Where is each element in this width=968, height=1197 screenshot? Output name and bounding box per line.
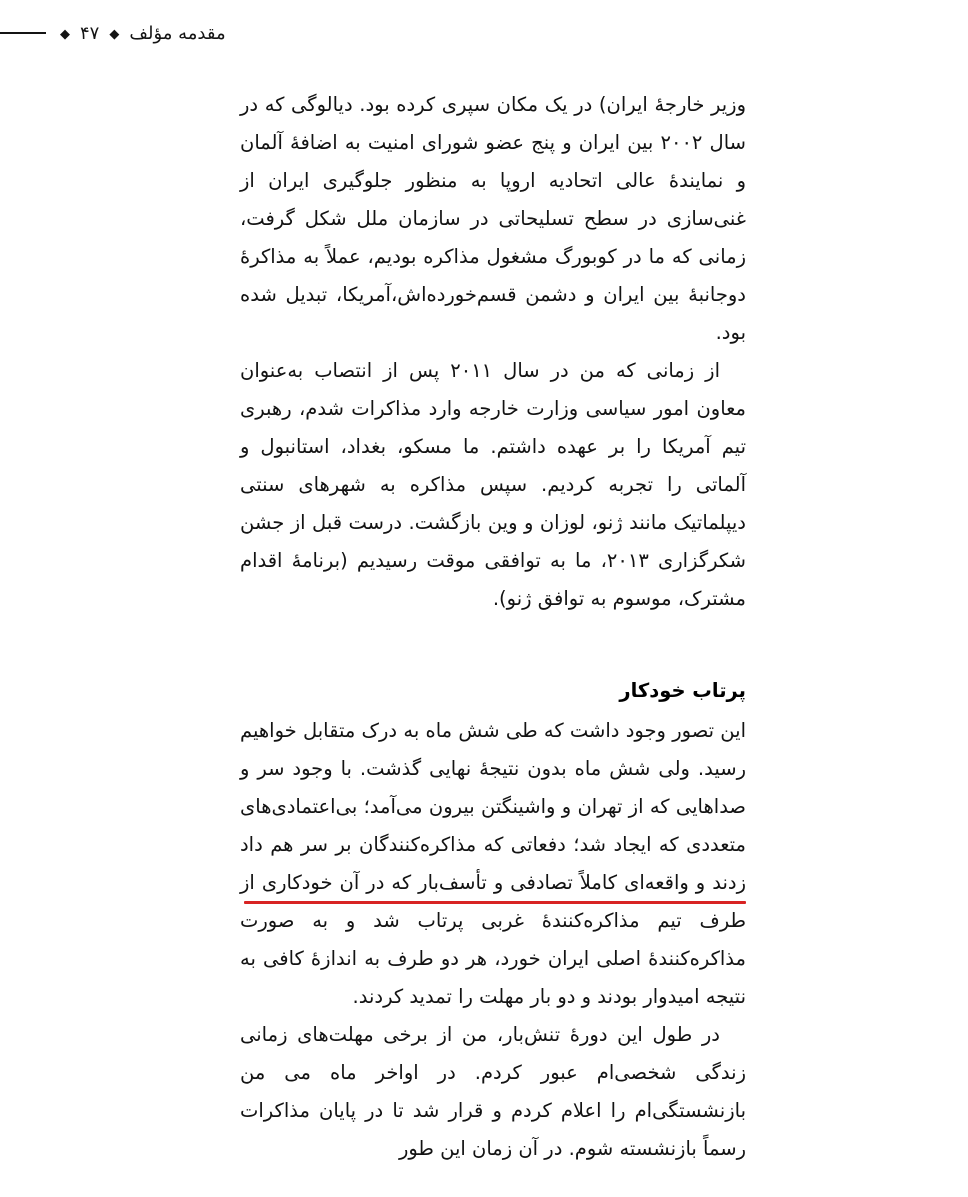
paragraph-4: در طول این دورۀ تنش‌بار، من از برخی مهلت‌های زمانی زندگی شخصی‌ام عبور کردم. در اواخر ماه می من بازنشستگی‌ام را اعلام کردم و قرار شد تا در پایان مذاکرات رسماً بازنشسته شوم. در آن زمان این طور (240, 1023, 746, 1160)
red-underline-annotation (244, 901, 746, 904)
paragraph-3: این تصور وجود داشت که طی شش ماه به درک متقابل خواهیم رسید. ولی شش ماه بدون نتیجۀ نهایی گذشت. با وجود سر و صداهایی که از تهران و واشینگتن بیرون می‌آمد؛ بی‌اعتمادی‌های متعددی که ایجاد شد؛ دفعاتی که مذاکره‌کنندگان بر سر هم داد زدند و واقعه‌ای کاملاً تصادفی و تأسف‌بار که در آن خودکاری از طرف تیم مذاکره‌کنندۀ غربی پرتاب شد و به صورت مذاکره‌کنندۀ اصلی ایران خورد، هر دو طرف به اندازۀ کافی به نتیجه امیدوار بودند و دو بار مهلت را تمدید کردند. (240, 719, 746, 1008)
running-header-title: مقدمه مؤلف (129, 22, 226, 44)
diamond-ornament-icon: ◆ (109, 26, 120, 42)
paragraph-1: وزیر خارجۀ ایران) در یک مکان سپری کرده بود. دیالوگی که در سال ۲۰۰۲ بین ایران و پنج عضو شورای امنیت به اضافۀ آلمان و نمایندۀ عالی اتحادیه اروپا به منظور جلوگیری ایران از غنی‌سازی در سطح تسلیحاتی در سازمان ملل شکل گرفت، زمانی که ما در کوبورگ مشغول مذاکره بودیم، عملاً به مذاکرۀ دوجانبۀ بین ایران و دشمن قسم‌خورده‌اش،آمریکا، تبدیل شده بود. (240, 93, 746, 344)
paragraph-2: از زمانی که من در سال ۲۰۱۱ پس از انتصاب به‌عنوان معاون امور سیاسی وزارت خارجه وارد مذاکرات شدم، رهبری تیم آمریکا را بر عهده داشتم. ما مسکو، بغداد، استانبول و آلماتی را تجربه کردیم. سپس مذاکره به شهرهای سنتی دیپلماتیک مانند ژنو، لوزان و وین بازگشت. درست قبل از جشن شکرگزاری ۲۰۱۳، ما به توافقی موقت رسیدیم (برنامۀ اقدام مشترک، موسوم به توافق ژنو). (240, 359, 746, 610)
running-header-inner (0, 23, 226, 44)
page-number: ۴۷ (80, 22, 100, 44)
section-heading: پرتاب خودکار (619, 679, 746, 702)
text-column (240, 86, 746, 1168)
diamond-ornament-icon-2: ◆ (60, 26, 70, 42)
running-header (0, 0, 968, 58)
header-rule (0, 32, 46, 34)
